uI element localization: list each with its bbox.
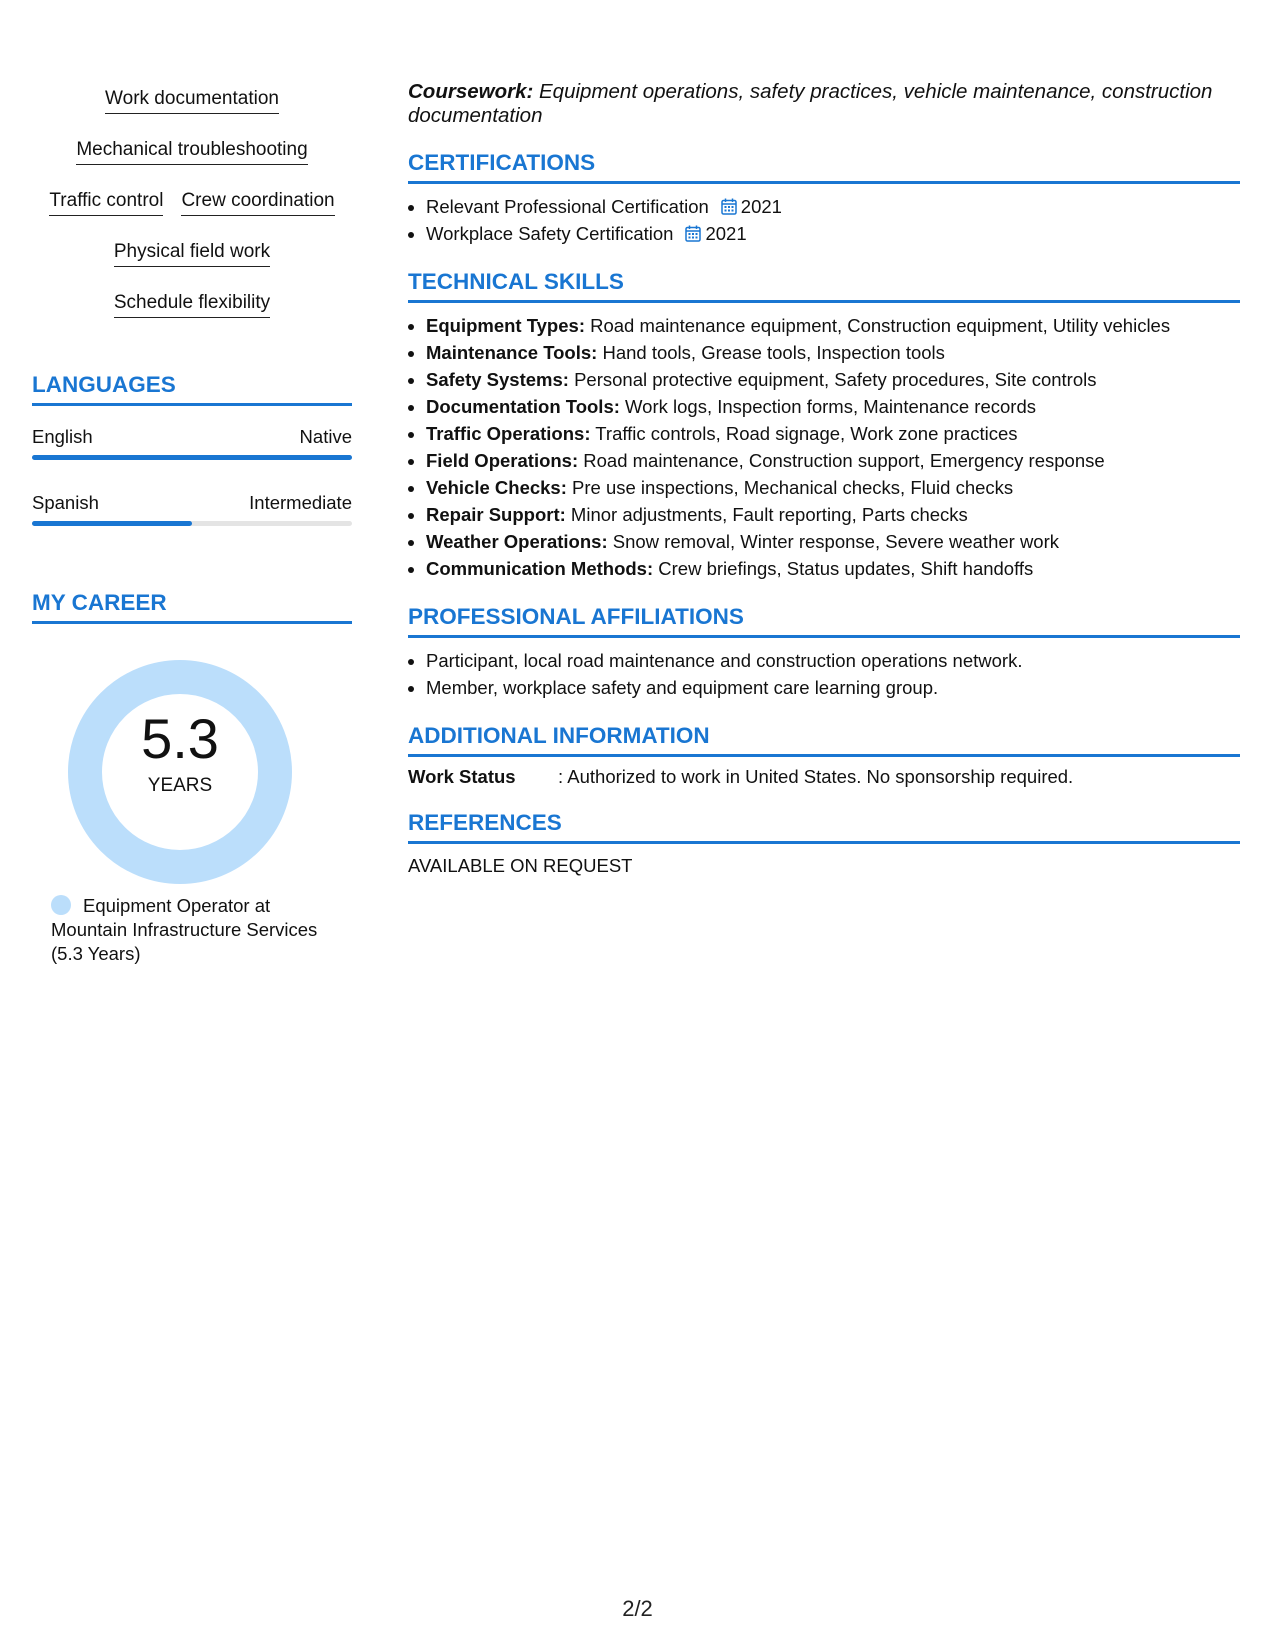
technical-skills-title: TECHNICAL SKILLS — [408, 269, 1240, 303]
technical-skill-item — [426, 420, 1240, 447]
calendar-icon — [685, 225, 701, 242]
work-status-row — [408, 766, 1240, 788]
technical-skill-item — [426, 474, 1240, 501]
skill-chips — [32, 80, 352, 335]
affiliations-title: PROFESSIONAL AFFILIATIONS — [408, 604, 1240, 638]
skill-chip: Schedule flexibility — [114, 292, 270, 318]
career-legend-label: Equipment Operator at Mountain Infrastructure Services (5.3 Years) — [51, 895, 318, 964]
language-name: Spanish — [32, 492, 99, 513]
technical-skill-text: Work logs, Inspection forms, Maintenance records — [619, 396, 1036, 417]
technical-skill-item — [426, 312, 1240, 339]
work-status-label: Work Status — [408, 766, 516, 787]
coursework-label: Coursework: — [408, 80, 534, 103]
additional-info-title: ADDITIONAL INFORMATION — [408, 723, 1240, 757]
language-bar-fill — [32, 521, 192, 526]
affiliation-item: • Member, workplace safety and equipment care learning group. — [426, 674, 1240, 701]
right-column — [408, 80, 1240, 877]
technical-skill-item — [426, 447, 1240, 474]
technical-skill-label: Maintenance Tools: — [426, 342, 598, 363]
certification-name: Relevant Professional Certification — [426, 196, 709, 217]
career-chart — [32, 624, 352, 894]
career-total: 5.3 — [141, 707, 219, 770]
technical-skill-label: Equipment Types: — [426, 315, 585, 336]
technical-skill-label: Traffic Operations: — [426, 423, 591, 444]
technical-skill-label: Documentation Tools: — [426, 396, 620, 417]
affiliations-list — [408, 647, 1240, 701]
left-column — [32, 80, 352, 966]
coursework — [408, 80, 1240, 128]
language-bar — [32, 455, 352, 460]
calendar-icon — [721, 198, 737, 215]
skill-chip: Physical field work — [114, 241, 270, 267]
technical-skill-text: Minor adjustments, Fault reporting, Parts checks — [565, 504, 968, 525]
skill-chip: Traffic control — [49, 190, 163, 216]
coursework-text: Equipment operations, safety practices, vehicle maintenance, construction documentation — [408, 80, 1213, 127]
skill-chip: Work documentation — [105, 88, 279, 114]
technical-skill-item — [426, 501, 1240, 528]
certification-item — [426, 220, 1240, 247]
certification-year: 2021 — [740, 196, 782, 217]
technical-skill-label: Repair Support: — [426, 504, 566, 525]
technical-skill-item — [426, 339, 1240, 366]
technical-skills-list — [408, 312, 1240, 582]
technical-skill-label: Field Operations: — [426, 450, 579, 471]
references-text: AVAILABLE ON REQUEST — [408, 855, 633, 876]
skill-chip: Crew coordination — [181, 190, 334, 216]
certifications-list — [408, 193, 1240, 247]
technical-skill-item — [426, 528, 1240, 555]
language-level: Native — [299, 426, 352, 447]
technical-skill-text: Personal protective equipment, Safety procedures, Site controls — [568, 369, 1097, 390]
languages-title: LANGUAGES — [32, 372, 352, 406]
language-level: Intermediate — [249, 492, 352, 513]
certification-item — [426, 193, 1240, 220]
technical-skill-label: Vehicle Checks: — [426, 477, 567, 498]
certification-name: Workplace Safety Certification — [426, 223, 674, 244]
technical-skill-item — [426, 393, 1240, 420]
technical-skill-text: Snow removal, Winter response, Severe weather work — [607, 531, 1060, 552]
technical-skill-text: Road maintenance, Construction support, Emergency response — [578, 450, 1105, 471]
language-item — [32, 492, 352, 526]
technical-skill-text: Traffic controls, Road signage, Work zone practices — [590, 423, 1018, 444]
legend-dot-icon — [51, 895, 71, 915]
career-unit: YEARS — [147, 775, 213, 796]
technical-skill-text: Pre use inspections, Mechanical checks, Fluid checks — [566, 477, 1014, 498]
work-status-value: : Authorized to work in United States. No sponsorship required. — [558, 766, 1074, 787]
career-title: MY CAREER — [32, 590, 352, 624]
language-item — [32, 426, 352, 460]
certification-year: 2021 — [705, 223, 747, 244]
technical-skill-label: Safety Systems: — [426, 369, 569, 390]
technical-skill-item — [426, 555, 1240, 582]
certifications-title: CERTIFICATIONS — [408, 150, 1240, 184]
references-title: REFERENCES — [408, 810, 1240, 844]
technical-skill-label: Communication Methods: — [426, 558, 654, 579]
technical-skill-text: Crew briefings, Status updates, Shift handoffs — [653, 558, 1034, 579]
career-legend — [51, 894, 341, 966]
skill-chip: Mechanical troubleshooting — [76, 139, 307, 165]
technical-skill-label: Weather Operations: — [426, 531, 608, 552]
affiliation-item: • Participant, local road maintenance and construction operations network. — [426, 647, 1240, 674]
technical-skill-text: Road maintenance equipment, Construction equipment, Utility vehicles — [584, 315, 1171, 336]
language-bar — [32, 521, 352, 526]
technical-skill-item — [426, 366, 1240, 393]
technical-skill-text: Hand tools, Grease tools, Inspection tools — [597, 342, 945, 363]
language-name: English — [32, 426, 93, 447]
career-donut-ring — [85, 677, 275, 867]
page-number: 2/2 — [622, 1596, 653, 1621]
language-bar-fill — [32, 455, 352, 460]
